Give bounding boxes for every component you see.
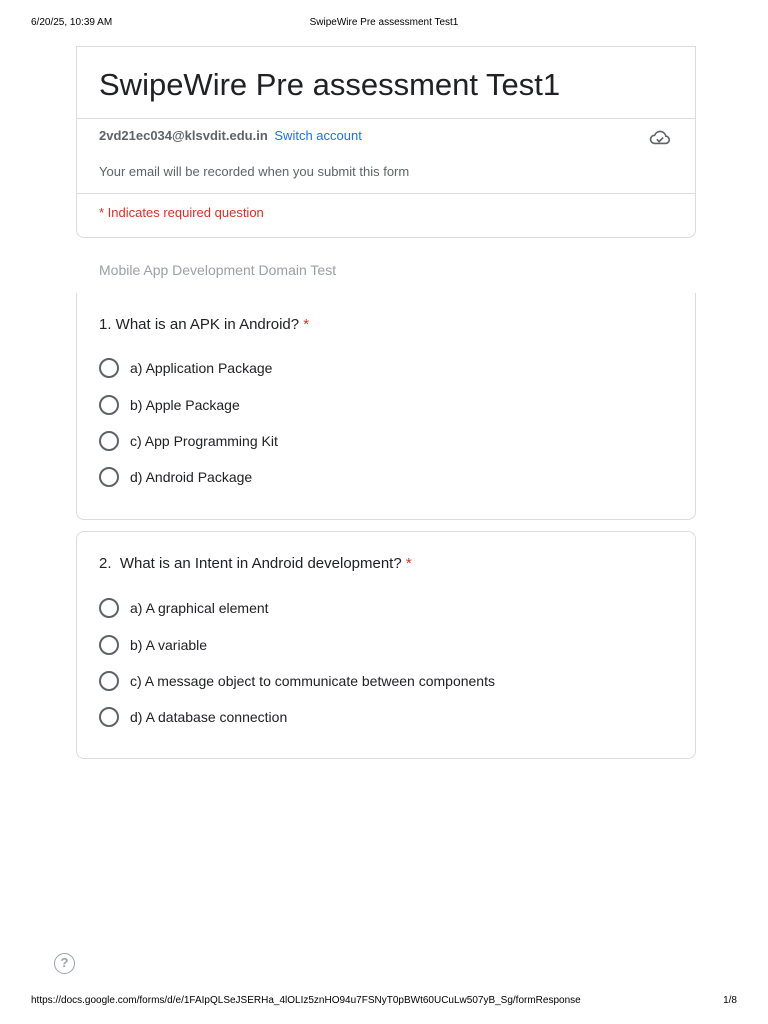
switch-account-link[interactable]: Switch account bbox=[274, 128, 362, 143]
radio-button[interactable] bbox=[99, 467, 119, 487]
question-card bbox=[76, 293, 696, 520]
radio-button[interactable] bbox=[99, 431, 119, 451]
radio-button[interactable] bbox=[99, 635, 119, 655]
account-row bbox=[99, 128, 362, 143]
question-text: 1. What is an APK in Android? bbox=[99, 316, 300, 333]
option-label: b) Apple Package bbox=[130, 397, 240, 413]
option-a[interactable] bbox=[99, 597, 269, 619]
print-datetime: 6/20/25, 10:39 AM bbox=[31, 17, 113, 28]
radio-button[interactable] bbox=[99, 707, 119, 727]
option-b[interactable] bbox=[99, 634, 207, 656]
radio-button[interactable] bbox=[99, 395, 119, 415]
cloud-saved-icon[interactable] bbox=[649, 129, 671, 147]
account-email: 2vd21ec034@klsvdit.edu.in bbox=[99, 128, 268, 143]
form-header-card bbox=[76, 46, 696, 238]
print-url: https://docs.google.com/forms/d/e/1FAIpQLSeJSERHa_4lOLIz5znHO94u7FSNyT0pBWt60UCuLw507yB_Sg/formResponse bbox=[31, 995, 581, 1006]
radio-button[interactable] bbox=[99, 358, 119, 378]
divider bbox=[77, 118, 695, 119]
option-d[interactable] bbox=[99, 706, 287, 728]
option-b[interactable] bbox=[99, 394, 240, 416]
print-page-number: 1/8 bbox=[723, 995, 737, 1006]
question-title bbox=[99, 555, 412, 572]
email-recorded-note: Your email will be recorded when you submit this form bbox=[99, 164, 410, 179]
required-star: * bbox=[303, 316, 310, 333]
option-label: c) A message object to communicate between components bbox=[130, 673, 495, 689]
question-card bbox=[76, 531, 696, 759]
option-c[interactable] bbox=[99, 430, 278, 452]
radio-button[interactable] bbox=[99, 671, 119, 691]
form-title: SwipeWire Pre assessment Test1 bbox=[99, 67, 561, 102]
option-c[interactable] bbox=[99, 670, 495, 692]
divider bbox=[77, 193, 695, 194]
option-a[interactable] bbox=[99, 357, 272, 379]
question-text: 2. What is an Intent in Android development? bbox=[99, 555, 402, 572]
help-icon[interactable]: ? bbox=[54, 953, 75, 974]
option-d[interactable] bbox=[99, 466, 252, 488]
option-label: a) A graphical element bbox=[130, 600, 269, 616]
option-label: b) A variable bbox=[130, 637, 208, 653]
radio-button[interactable] bbox=[99, 598, 119, 618]
option-label: d) Android Package bbox=[130, 469, 253, 485]
option-label: d) A database connection bbox=[130, 709, 288, 725]
required-note: * Indicates required question bbox=[99, 205, 264, 220]
question-title bbox=[99, 316, 309, 333]
print-doc-title: SwipeWire Pre assessment Test1 bbox=[309, 17, 459, 28]
option-label: a) Application Package bbox=[130, 360, 273, 376]
required-star: * bbox=[405, 555, 412, 572]
section-title: Mobile App Development Domain Test bbox=[99, 262, 337, 278]
option-label: c) App Programming Kit bbox=[130, 433, 278, 449]
